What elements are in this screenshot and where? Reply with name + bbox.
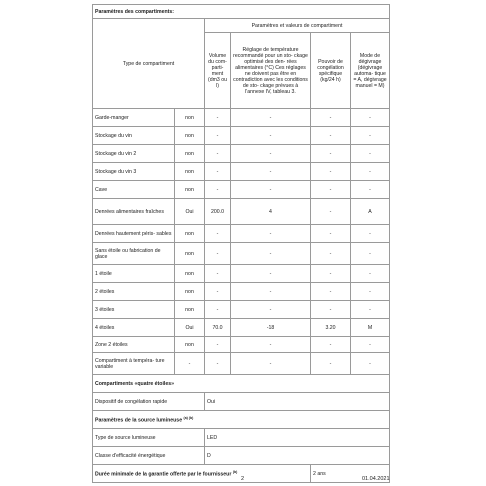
freezing-capacity-value: - — [311, 265, 351, 283]
defrost-mode-value: - — [351, 265, 390, 283]
freezing-capacity-value: - — [311, 145, 351, 163]
volume-value: - — [205, 353, 231, 375]
compartment-name: Garde-manger — [93, 109, 175, 127]
table-row — [93, 337, 390, 353]
freezing-capacity-value: - — [311, 337, 351, 353]
volume-value: - — [205, 181, 231, 199]
light-type-label-text: Type de source lumineuse — [95, 434, 156, 441]
table-row — [93, 181, 390, 199]
compartment-name: 4 étoiles — [93, 319, 175, 337]
table-row — [93, 163, 390, 181]
freezing-capacity-value: - — [311, 199, 351, 225]
compartment-name: Compartiment à tempéra- ture variable — [93, 353, 175, 375]
temperature-value: - — [231, 337, 311, 353]
presence-value: non — [175, 225, 205, 243]
defrost-mode-value: A — [351, 199, 390, 225]
compartment-name: Cave — [93, 181, 175, 199]
temperature-value: - — [231, 181, 311, 199]
energy-class-label — [93, 447, 205, 465]
presence-value: non — [175, 243, 205, 265]
volume-value: 70.0 — [205, 319, 231, 337]
warranty-value-text: 2 ans — [313, 470, 326, 477]
light-source-section-header — [93, 411, 390, 429]
warranty-label-text: Durée minimale de la garantie offerte par le fournisseur — [95, 471, 233, 478]
temperature-value: - — [231, 353, 311, 375]
defrost-mode-value: - — [351, 337, 390, 353]
quick-freeze-value — [205, 393, 390, 411]
volume-value: - — [205, 163, 231, 181]
table-row — [93, 429, 390, 447]
table-row — [93, 127, 390, 145]
volume-value: - — [205, 337, 231, 353]
temperature-value: - — [231, 301, 311, 319]
presence-value: non — [175, 265, 205, 283]
table-row — [93, 283, 390, 301]
presence-value: non — [175, 301, 205, 319]
volume-header: Volume du com- parti- ment (dm3 ou l) — [205, 33, 231, 109]
volume-value: - — [205, 225, 231, 243]
freezing-capacity-value: - — [311, 353, 351, 375]
volume-value: - — [205, 265, 231, 283]
temperature-value: - — [231, 109, 311, 127]
quick-freeze-label — [93, 393, 205, 411]
defrost-mode-value: - — [351, 353, 390, 375]
compartment-name: Denrées alimentaires fraîches — [93, 199, 175, 225]
freezing-capacity-value: - — [311, 225, 351, 243]
compartment-name: 1 étoile — [93, 265, 175, 283]
table-row — [93, 145, 390, 163]
freezing-capacity-value: - — [311, 301, 351, 319]
table-row — [93, 109, 390, 127]
temperature-value: - — [231, 243, 311, 265]
compartment-parameters-table — [92, 4, 390, 483]
presence-value: Oui — [175, 319, 205, 337]
table-row — [93, 301, 390, 319]
defrost-mode-value: - — [351, 145, 390, 163]
volume-value: - — [205, 301, 231, 319]
compartment-type-header: Type de compartiment — [93, 19, 205, 109]
volume-value: - — [205, 127, 231, 145]
defrost-mode-value: - — [351, 301, 390, 319]
presence-value: non — [175, 109, 205, 127]
page-date: 01.04.2021 — [362, 476, 390, 482]
defrost-mode-header: Mode de dégivrage (dégivrage automa- tique = A, dégivrage manuel = M) — [351, 33, 390, 109]
table-row — [93, 447, 390, 465]
volume-value: - — [205, 109, 231, 127]
light-source-section-header-text: Paramètres de la source lumineuse — [95, 417, 184, 424]
defrost-mode-value: - — [351, 127, 390, 145]
defrost-mode-value: - — [351, 225, 390, 243]
footnote-marker: (b) — [232, 470, 238, 475]
temperature-value: - — [231, 283, 311, 301]
table-title: Paramètres des compartiments: — [93, 5, 390, 19]
defrost-mode-value: M — [351, 319, 390, 337]
table-row — [93, 199, 390, 225]
temperature-value: - — [231, 127, 311, 145]
temperature-value: -18 — [231, 319, 311, 337]
compartment-name: Denrées hautement péris- sables — [93, 225, 175, 243]
presence-value: Oui — [175, 199, 205, 225]
compartment-name: 3 étoiles — [93, 301, 175, 319]
defrost-mode-value: - — [351, 243, 390, 265]
footnote-marker: (a) (b) — [183, 416, 194, 421]
temperature-value: - — [231, 225, 311, 243]
freezing-capacity-value: - — [311, 283, 351, 301]
presence-value: non — [175, 127, 205, 145]
presence-value: non — [175, 145, 205, 163]
freezing-capacity-value: - — [311, 127, 351, 145]
temperature-header: Réglage de température recommandé pour un sto- ckage optimisé des den- rées alimentaires (°C) Ces réglages ne doivent pas être en contradiction avec les conditions de sto- ckage prévues à l'annexe IV, tableau 3. — [231, 33, 311, 109]
presence-value: - — [175, 353, 205, 375]
presence-value: non — [175, 283, 205, 301]
quick-freeze-value-text: Oui — [207, 398, 216, 405]
freezing-capacity-value: - — [311, 163, 351, 181]
table-row — [93, 243, 390, 265]
defrost-mode-value: - — [351, 163, 390, 181]
parameters-header: Paramètres et valeurs de compartiment — [205, 19, 390, 33]
energy-class-value-text: D — [207, 452, 211, 459]
compartment-name: Stockage du vin 2 — [93, 145, 175, 163]
volume-value: - — [205, 243, 231, 265]
light-type-value-text: LED — [207, 434, 218, 441]
page-number: 2 — [241, 476, 245, 482]
table-row — [93, 225, 390, 243]
temperature-value: 4 — [231, 199, 311, 225]
table-row — [93, 375, 390, 393]
temperature-value: - — [231, 265, 311, 283]
light-type-label — [93, 429, 205, 447]
defrost-mode-value: - — [351, 283, 390, 301]
four-star-section-header-text: Compartiments «quatre étoiles» — [95, 380, 174, 387]
temperature-value: - — [231, 163, 311, 181]
energy-class-value — [205, 447, 390, 465]
compartment-name: Zone 2 étoiles — [93, 337, 175, 353]
compartment-name: Sans étoile ou fabrication de glace — [93, 243, 175, 265]
freezing-capacity-value: - — [311, 243, 351, 265]
volume-value: - — [205, 283, 231, 301]
freezing-capacity-value: 3.20 — [311, 319, 351, 337]
table-row — [93, 353, 390, 375]
defrost-mode-value: - — [351, 109, 390, 127]
energy-class-label-text: Classe d'efficacité énergétique — [95, 452, 166, 459]
table-row — [93, 265, 390, 283]
table-row — [93, 411, 390, 429]
table-row — [93, 393, 390, 411]
freezing-capacity-header: Pouvoir de congélation spécifique (kg/24 h) — [311, 33, 351, 109]
presence-value: non — [175, 163, 205, 181]
temperature-value: - — [231, 145, 311, 163]
freezing-capacity-value: - — [311, 109, 351, 127]
light-type-value — [205, 429, 390, 447]
presence-value: non — [175, 181, 205, 199]
freezing-capacity-value: - — [311, 181, 351, 199]
volume-value: 200.0 — [205, 199, 231, 225]
four-star-section-header — [93, 375, 390, 393]
compartment-name: 2 étoiles — [93, 283, 175, 301]
presence-value: non — [175, 337, 205, 353]
warranty-label — [93, 465, 311, 483]
table-row — [93, 319, 390, 337]
volume-value: - — [205, 145, 231, 163]
compartment-name: Stockage du vin — [93, 127, 175, 145]
defrost-mode-value: - — [351, 181, 390, 199]
compartment-name: Stockage du vin 3 — [93, 163, 175, 181]
quick-freeze-label-text: Dispositif de congélation rapide — [95, 398, 168, 405]
